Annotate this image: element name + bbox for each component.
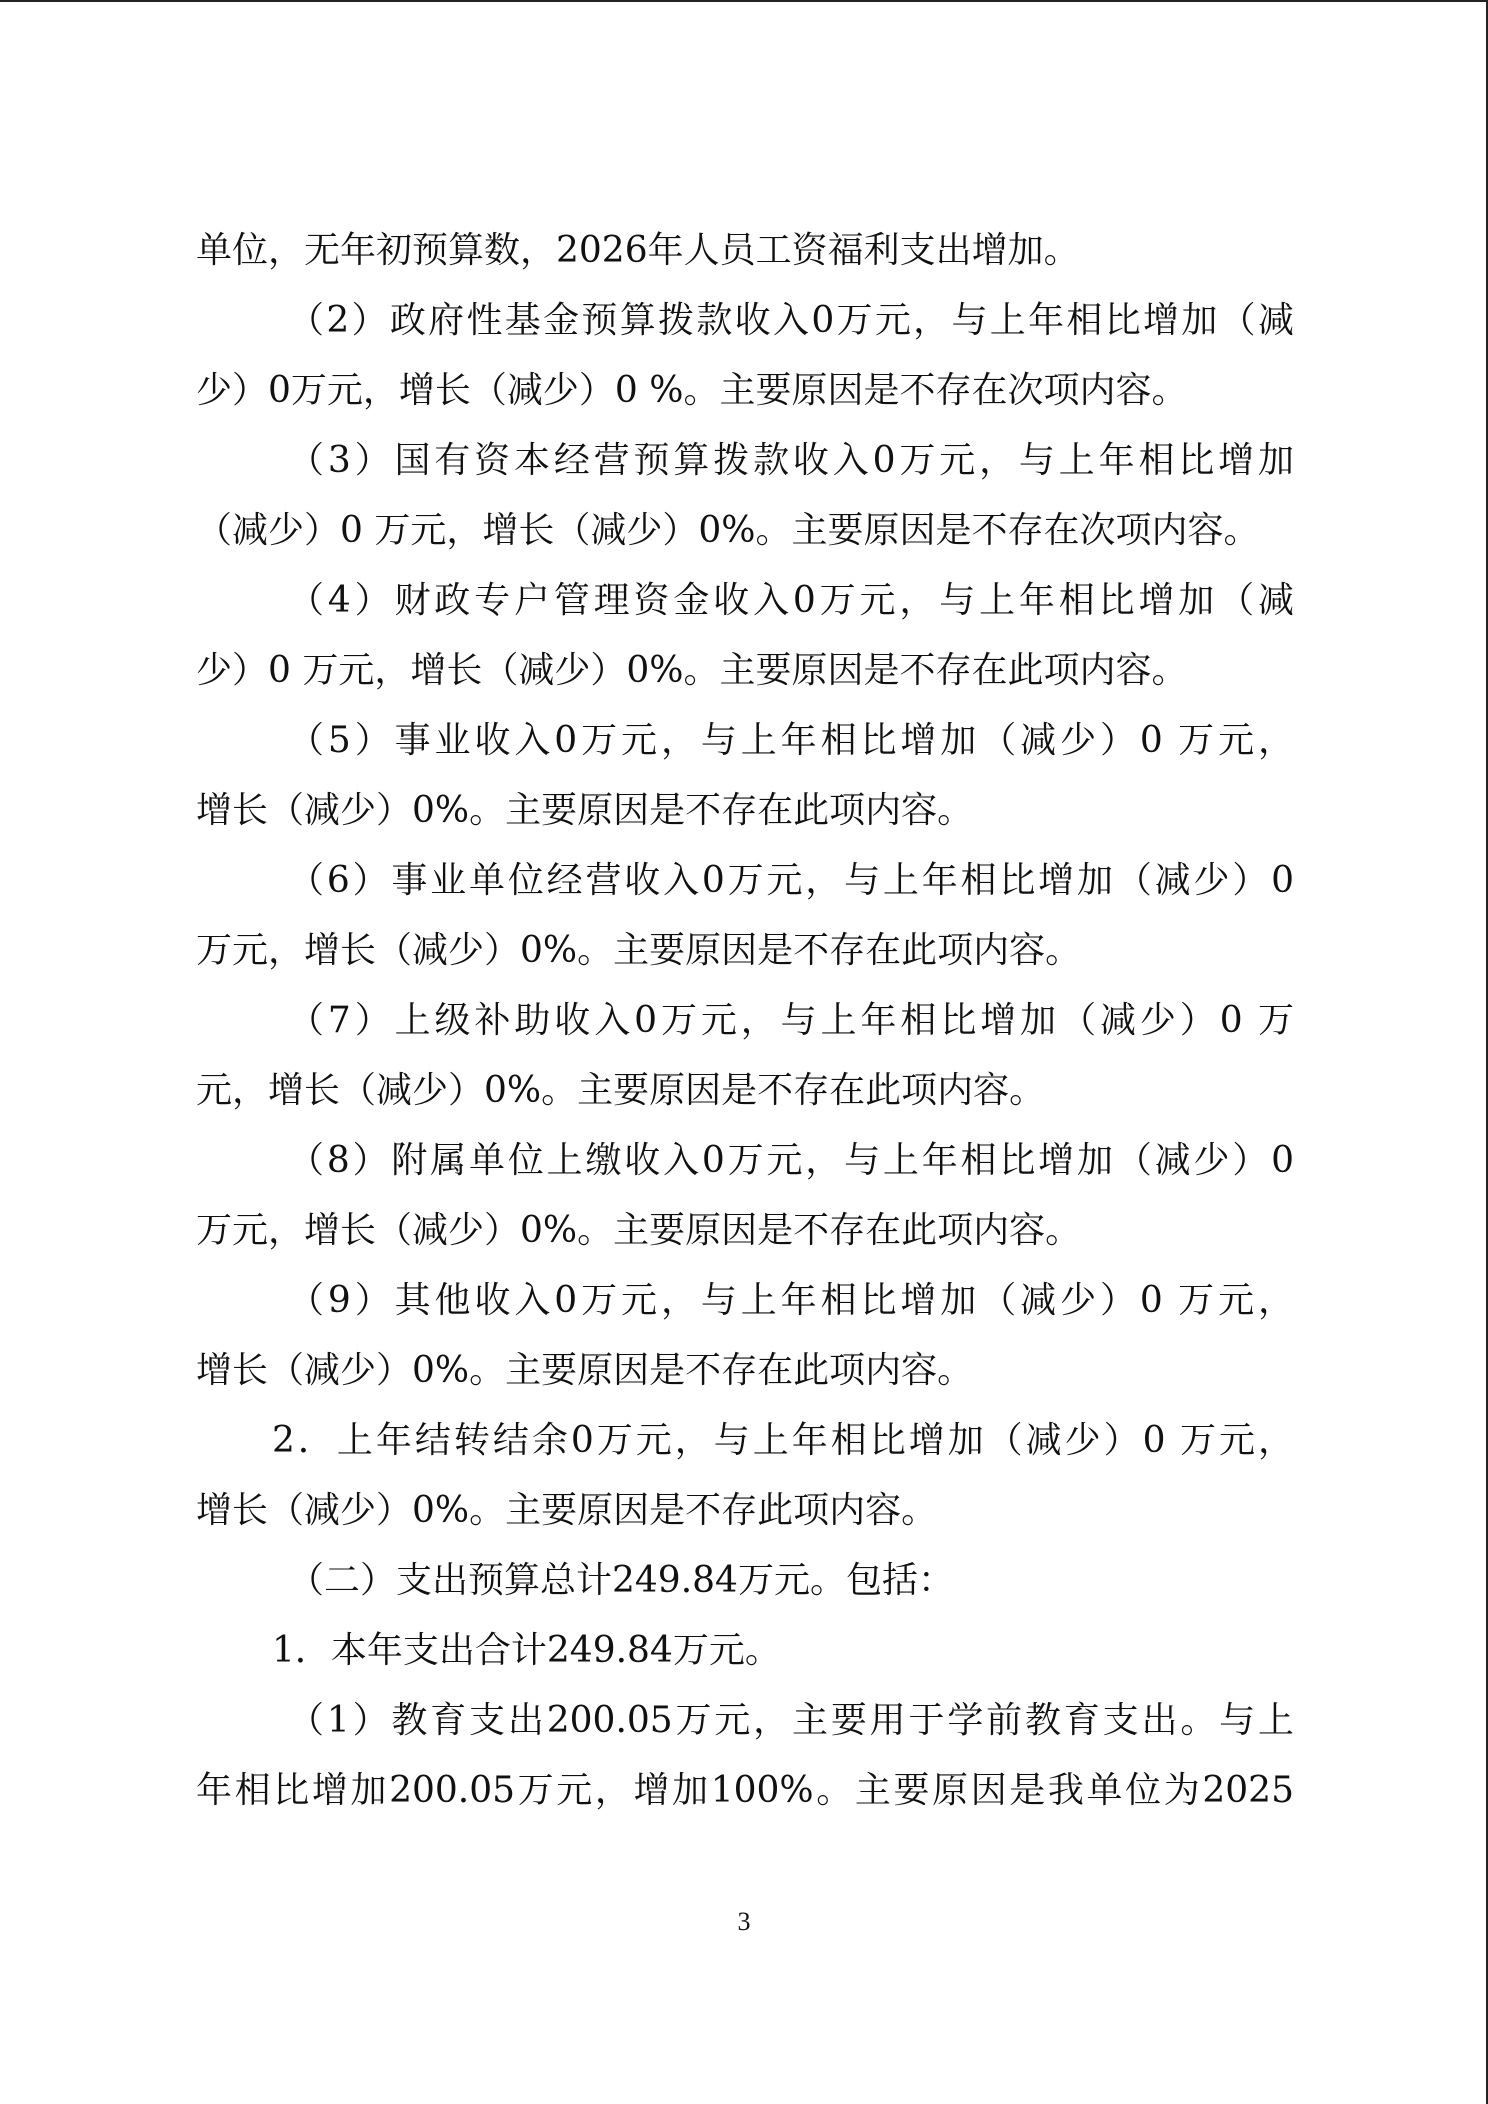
paragraph-line: （1）教育支出200.05万元，主要用于学前教育支出。与上 xyxy=(288,1700,1294,1741)
paragraph-line: 2．上年结转结余0万元，与上年相比增加（减少）0 万元， xyxy=(272,1420,1294,1461)
paragraph-line: （5）事业收入0万元，与上年相比增加（减少）0 万元， xyxy=(288,720,1294,761)
paragraph-line: 万元，增长（减少）0%。主要原因是不存在此项内容。 xyxy=(196,930,1082,971)
top-border xyxy=(0,0,1488,2)
paragraph-line: （8）附属单位上缴收入0万元，与上年相比增加（减少）0 xyxy=(288,1140,1294,1181)
page-number: 3 xyxy=(737,1907,751,1936)
paragraph-line: 增长（减少）0%。主要原因是不存在此项内容。 xyxy=(196,790,974,831)
paragraph-line: （7）上级补助收入0万元，与上年相比增加（减少）0 万 xyxy=(288,1000,1294,1041)
paragraph-line: 少）0万元，增长（减少）0 %。主要原因是不存在次项内容。 xyxy=(196,370,1188,411)
paragraph-line: （9）其他收入0万元，与上年相比增加（减少）0 万元， xyxy=(288,1280,1294,1321)
paragraph-line: 年相比增加200.05万元，增加100%。主要原因是我单位为2025 xyxy=(196,1770,1294,1811)
section-heading: （二）支出预算总计249.84万元。包括： xyxy=(288,1560,954,1601)
paragraph-line: 万元，增长（减少）0%。主要原因是不存在此项内容。 xyxy=(196,1210,1082,1251)
paragraph-line: 1．本年支出合计249.84万元。 xyxy=(272,1630,781,1671)
paragraph-line: （4）财政专户管理资金收入0万元，与上年相比增加（减 xyxy=(288,580,1294,621)
paragraph-line: （减少）0 万元，增长（减少）0%。主要原因是不存在次项内容。 xyxy=(196,510,1260,551)
paragraph-line: （6）事业单位经营收入0万元，与上年相比增加（减少）0 xyxy=(288,860,1294,901)
document-body xyxy=(196,216,1294,1826)
paragraph-line: 元，增长（减少）0%。主要原因是不存在此项内容。 xyxy=(196,1070,1046,1111)
paragraph-line: 单位，无年初预算数，2026年人员工资福利支出增加。 xyxy=(196,230,1080,271)
paragraph-line: （3）国有资本经营预算拨款收入0万元，与上年相比增加 xyxy=(288,440,1294,481)
paragraph-line: （2）政府性基金预算拨款收入0万元，与上年相比增加（减 xyxy=(288,300,1294,341)
paragraph-line: 增长（减少）0%。主要原因是不存此项内容。 xyxy=(196,1490,938,1531)
paragraph-line: 少）0 万元，增长（减少）0%。主要原因是不存在此项内容。 xyxy=(196,650,1188,691)
paragraph-line: 增长（减少）0%。主要原因是不存在此项内容。 xyxy=(196,1350,974,1391)
